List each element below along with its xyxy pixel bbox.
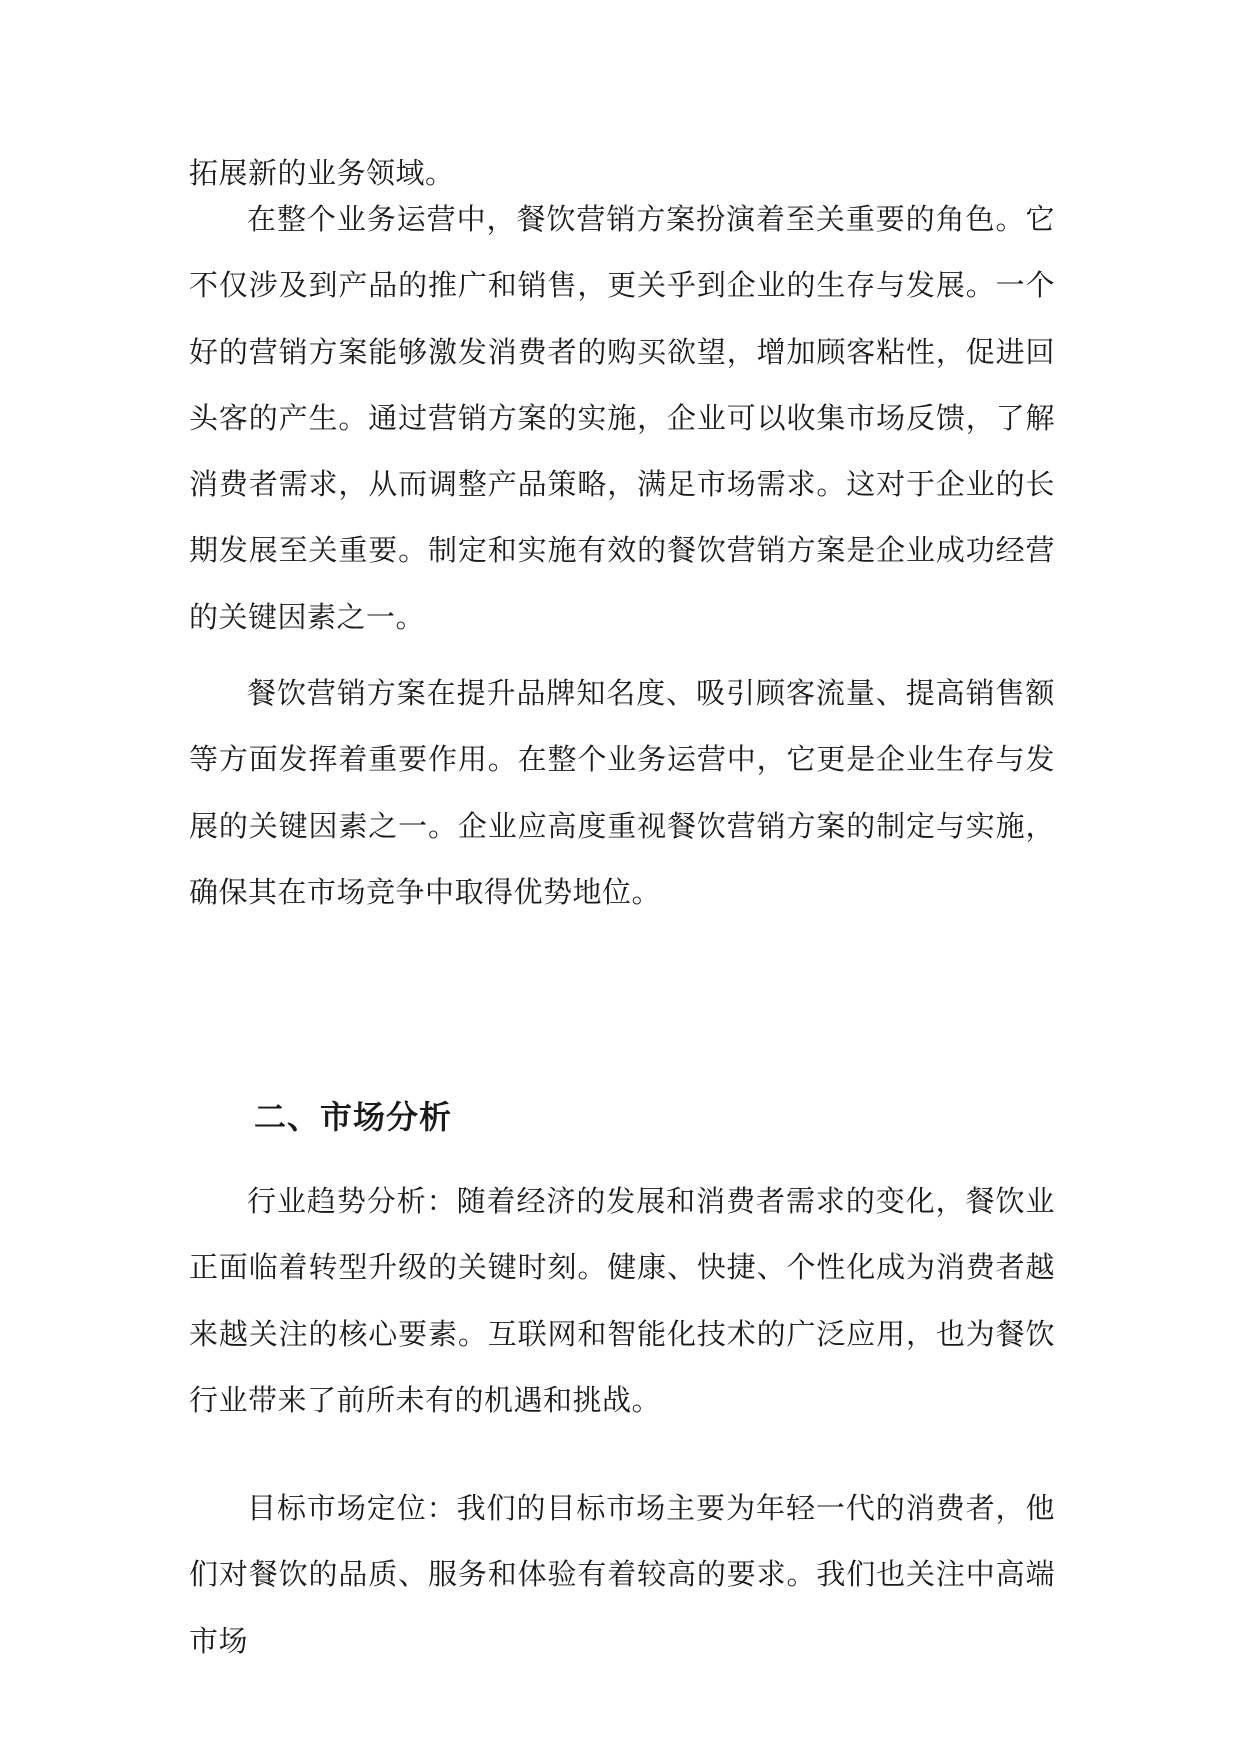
paragraph-continuation: 拓展新的业务领域。: [189, 156, 455, 190]
paragraph-marketing-importance: 餐饮营销方案在提升品牌知名度、吸引顾客流量、提高销售额等方面发挥着重要作用。在整个业务运营中，它更是企业生存与发展的关键因素之一。企业应高度重视餐饮营销方案的制定与实施，确保其在市场竞争中取得优势地位。: [189, 676, 1055, 909]
paragraph-industry-trends: 行业趋势分析：随着经济的发展和消费者需求的变化，餐饮业正面临着转型升级的关键时刻。健康、快捷、个性化成为消费者越来越关注的核心要素。互联网和智能化技术的广泛应用，也为餐饮行业带来了前所未有的机遇和挑战。: [189, 1184, 1055, 1417]
paragraph-target-market: 目标市场定位：我们的目标市场主要为年轻一代的消费者，他们对餐饮的品质、服务和体验有着较高的要求。我们也关注中高端市场: [189, 1491, 1055, 1658]
paragraph-marketing-role: 在整个业务运营中，餐饮营销方案扮演着至关重要的角色。它不仅涉及到产品的推广和销售，更关乎到企业的生存与发展。一个好的营销方案能够激发消费者的购买欲望，增加顾客粘性，促进回头客的产生。通过营销方案的实施，企业可以收集市场反馈，了解消费者需求，从而调整产品策略，满足市场需求。这对于企业的长期发展至关重要。制定和实施有效的餐饮营销方案是企业成功经营的关键因素之一。: [189, 202, 1055, 634]
section-heading-market-analysis: 二、市场分析: [254, 1098, 453, 1136]
